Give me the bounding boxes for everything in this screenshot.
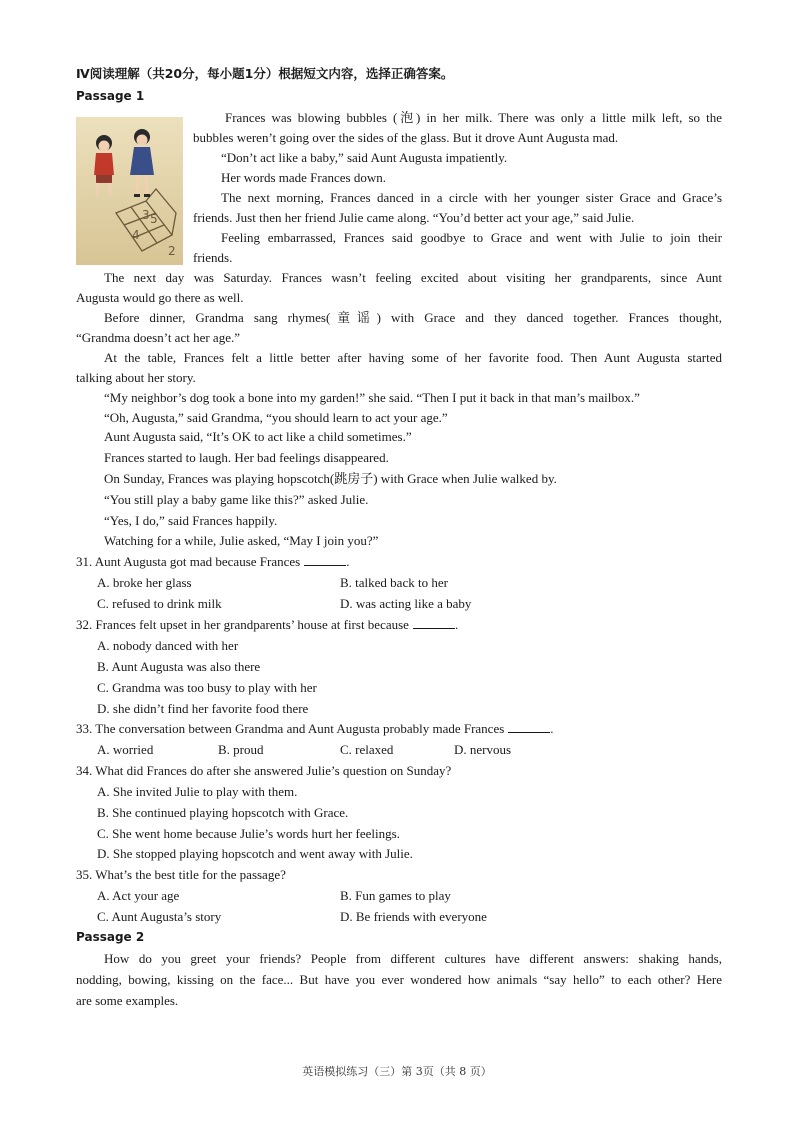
passage-1-line: talking about her story.: [76, 370, 196, 385]
passage-1-line: At the table, Frances felt a little better after having some of her favorite food. Then Aunt Augusta started: [104, 350, 722, 365]
passage-1-line: The next morning, Frances danced in a circle with her younger sister Grace and Grace’s: [221, 190, 722, 205]
hopscotch-number: 3: [142, 208, 150, 222]
answer-blank[interactable]: [413, 616, 455, 629]
passage-1-line: friends. Just then her friend Julie came along. “You’d better act your age,” said Julie.: [193, 210, 635, 225]
option-31-b[interactable]: B. talked back to her: [340, 575, 448, 590]
section-title: Ⅳ阅读理解（共20分，每小题1分）根据短文内容，选择正确答案。: [76, 66, 454, 81]
option-35-a[interactable]: A. Act your age: [97, 888, 180, 903]
question-35-stem: 35. What’s the best title for the passage?: [76, 867, 286, 882]
option-34-a[interactable]: A. She invited Julie to play with them.: [97, 784, 298, 799]
option-32-c[interactable]: C. Grandma was too busy to play with her: [97, 680, 317, 695]
hopscotch-number: 2: [168, 244, 176, 258]
passage-1-line: Feeling embarrassed, Frances said goodbye to Grace and went with Julie to join their: [221, 230, 722, 245]
passage-1-line: “Yes, I do,” said Frances happily.: [104, 513, 278, 528]
hopscotch-number: 4: [132, 228, 140, 242]
passage-1-line: Frances was blowing bubbles (泡) in her milk. There was only a little milk left, so the: [225, 110, 722, 125]
answer-blank[interactable]: [508, 720, 550, 733]
option-34-d[interactable]: D. She stopped playing hopscotch and went away with Julie.: [97, 846, 413, 861]
passage-1-line: “You still play a baby game like this?” asked Julie.: [104, 492, 369, 507]
option-33-d[interactable]: D. nervous: [454, 742, 512, 757]
option-31-a[interactable]: A. broke her glass: [97, 575, 192, 590]
option-32-b[interactable]: B. Aunt Augusta was also there: [97, 659, 261, 674]
option-33-b[interactable]: B. proud: [218, 742, 264, 757]
passage-1-line: Frances started to laugh. Her bad feelings disappeared.: [104, 450, 389, 465]
option-31-c[interactable]: C. refused to drink milk: [97, 596, 222, 611]
passage-1-line: bubbles weren’t going over the sides of the glass. But it drove Aunt Augusta mad.: [193, 130, 619, 145]
hopscotch-illustration: [76, 117, 183, 265]
question-32-stem: 32. Frances felt upset in her grandparents’ house at first because .: [76, 617, 459, 632]
passage-1-line: Before dinner, Grandma sang rhymes(童谣) with Grace and they danced together. Frances thought,: [104, 310, 722, 325]
option-35-c[interactable]: C. Aunt Augusta’s story: [97, 909, 222, 924]
option-33-a[interactable]: A. worried: [97, 742, 154, 757]
passage-2-label: Passage 2: [76, 930, 145, 944]
option-35-b[interactable]: B. Fun games to play: [340, 888, 451, 903]
passage-2-line: nodding, bowing, kissing on the face... But have you ever wondered how animals “say hello” to each other? Here: [76, 972, 722, 987]
option-34-c[interactable]: C. She went home because Julie’s words hurt her feelings.: [97, 826, 400, 841]
passage-1-line: The next day was Saturday. Frances wasn’t feeling excited about visiting her grandparents, since Aunt: [104, 270, 722, 285]
answer-blank[interactable]: [304, 553, 346, 566]
option-31-d[interactable]: D. was acting like a baby: [340, 596, 472, 611]
passage-2-line: are some examples.: [76, 993, 179, 1008]
passage-1-line: “Oh, Augusta,” said Grandma, “you should learn to act your age.”: [104, 410, 448, 425]
passage-1-line: Her words made Frances down.: [221, 170, 386, 185]
passage-1-line: “My neighbor’s dog took a bone into my garden!” she said. “Then I put it back in that man’s mailbox.”: [104, 390, 640, 405]
passage-2-line: How do you greet your friends? People from different cultures have different answers: shaking hands,: [104, 951, 722, 966]
passage-1-line: “Grandma doesn’t act her age.”: [76, 330, 240, 345]
passage-1-line: On Sunday, Frances was playing hopscotch(跳房子) with Grace when Julie walked by.: [104, 471, 557, 486]
hopscotch-number: 5: [150, 212, 158, 226]
passage-1-line: Watching for a while, Julie asked, “May I join you?”: [104, 533, 379, 548]
passage-1-line: friends.: [193, 250, 233, 265]
question-34-stem: 34. What did Frances do after she answered Julie’s question on Sunday?: [76, 763, 452, 778]
passage-1-line: “Don’t act like a baby,” said Aunt Augusta impatiently.: [221, 150, 508, 165]
question-31-stem: 31. Aunt Augusta got mad because Frances .: [76, 554, 350, 569]
passage-1-line: Augusta would go there as well.: [76, 290, 244, 305]
option-32-d[interactable]: D. she didn’t find her favorite food there: [97, 701, 309, 716]
option-34-b[interactable]: B. She continued playing hopscotch with Grace.: [97, 805, 349, 820]
option-32-a[interactable]: A. nobody danced with her: [97, 638, 239, 653]
option-35-d[interactable]: D. Be friends with everyone: [340, 909, 487, 924]
option-33-c[interactable]: C. relaxed: [340, 742, 394, 757]
passage-1-line: Aunt Augusta said, “It’s OK to act like a child sometimes.”: [104, 429, 412, 444]
passage-1-label: Passage 1: [76, 89, 145, 103]
page-footer: 英语模拟练习（三）第 3页（共 8 页）: [302, 1065, 492, 1078]
question-33-stem: 33. The conversation between Grandma and Aunt Augusta probably made Frances .: [76, 721, 554, 736]
